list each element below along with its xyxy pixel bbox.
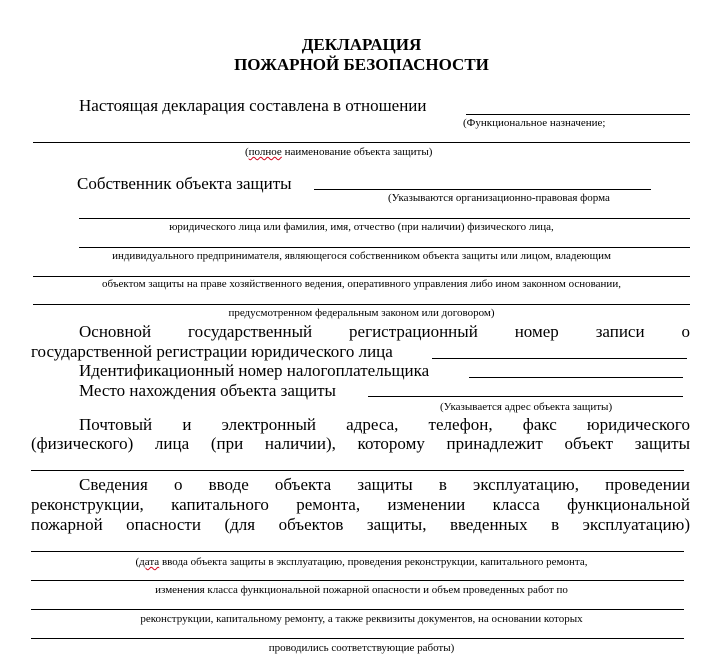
commissioning-field-line-3[interactable] — [31, 609, 684, 610]
location-field-line[interactable] — [368, 396, 683, 397]
location-hint: (Указывается адрес объекта защиты) — [440, 401, 613, 413]
owner-hint-5: предусмотренном федеральным законом или договором) — [228, 307, 495, 319]
title-line-1: ДЕКЛАРАЦИЯ — [301, 35, 422, 54]
commissioning-field-line-4[interactable] — [31, 638, 684, 639]
title-line-2: ПОЖАРНОЙ БЕЗОПАСНОСТИ — [234, 55, 489, 74]
commissioning-field-line-1[interactable] — [31, 551, 684, 552]
contacts-field-line[interactable] — [31, 470, 684, 471]
commissioning-line-2: реконструкции, капитального ремонта, изменении класса функциональной — [31, 495, 690, 514]
inn-field-line[interactable] — [469, 377, 683, 378]
commissioning-field-line-2[interactable] — [31, 580, 684, 581]
commissioning-hint-2: изменения класса функциональной пожарной опасности и объем проведенных работ по — [155, 584, 568, 596]
inn-label: Идентификационный номер налогоплательщика — [79, 361, 430, 380]
commissioning-hint-4: проводились соответствующие работы) — [268, 642, 455, 654]
commissioning-hint-1: (дата ввода объекта защиты в эксплуатацию, проведения реконструкции, капитального ремонта, — [135, 556, 588, 568]
owner-field-line-3[interactable] — [79, 247, 690, 248]
fullname-field-line[interactable] — [33, 142, 690, 143]
spellcheck-word: полное — [248, 146, 282, 158]
registration-line-1: Основной государственный регистрационный номер записи о — [79, 322, 690, 341]
commissioning-hint-3: реконструкции, капитальному ремонту, а также реквизиты документов, на основании которых — [140, 613, 583, 625]
owner-field-line[interactable] — [314, 189, 651, 190]
owner-field-line-2[interactable] — [79, 218, 690, 219]
intro-text: Настоящая декларация составлена в отношении — [79, 96, 427, 115]
location-label: Место нахождения объекта защиты — [79, 381, 336, 400]
owner-hint-2: юридического лица или фамилия, имя, отчество (при наличии) физического лица, — [169, 221, 554, 233]
contacts-line-2: (физического) лица (при наличии), которому принадлежит объект защиты — [31, 434, 690, 453]
owner-hint-3: индивидуального предпринимателя, являющегося собственником объекта защиты или лицом, владеющим — [112, 250, 611, 262]
owner-hint-1: (Указываются организационно-правовая форма — [388, 192, 610, 204]
purpose-hint: (Функциональное назначение; — [463, 117, 606, 129]
owner-field-line-5[interactable] — [33, 304, 690, 305]
commissioning-line-1: Сведения о вводе объекта защиты в эксплуатацию, проведении — [79, 475, 690, 494]
spellcheck-word: дата — [139, 556, 160, 568]
registration-line-2: государственной регистрации юридического лица — [31, 342, 393, 361]
registration-field-line[interactable] — [432, 358, 687, 359]
commissioning-line-3: пожарной опасности (для объектов защиты, введенных в эксплуатацию) — [31, 515, 690, 534]
contacts-line-1: Почтовый и электронный адреса, телефон, факс юридического — [79, 415, 690, 434]
owner-hint-4: объектом защиты на праве хозяйственного ведения, оперативного управления либо ином законном основании, — [102, 278, 621, 290]
owner-label: Собственник объекта защиты — [77, 174, 292, 193]
owner-field-line-4[interactable] — [33, 276, 690, 277]
fullname-hint: (полное наименование объекта защиты) — [245, 146, 433, 158]
purpose-field-line[interactable] — [466, 114, 690, 115]
